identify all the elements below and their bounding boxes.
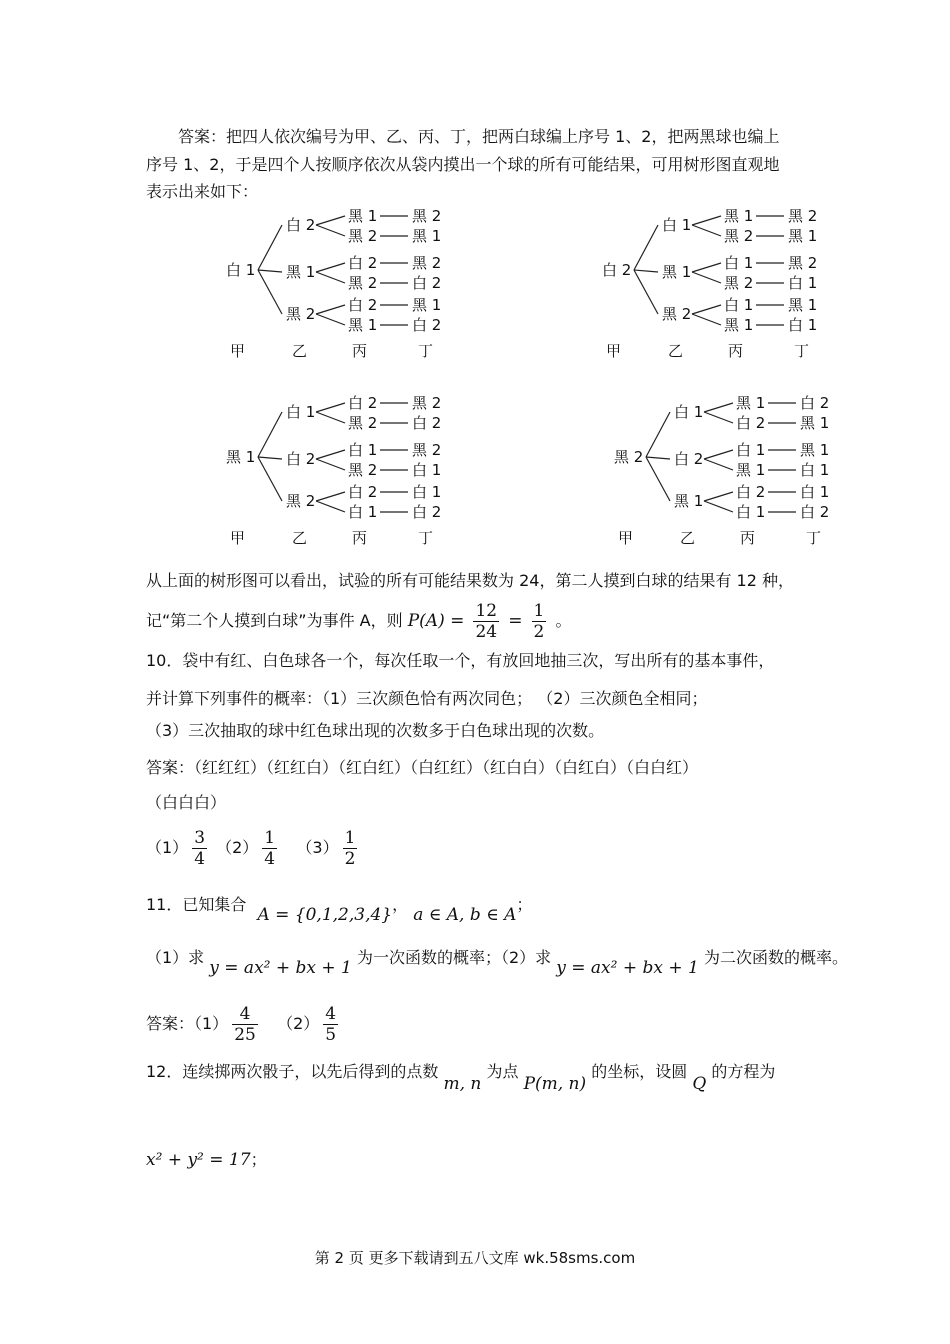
q11-answer-label: 答案：（1） — [146, 1014, 229, 1033]
frac-num: 4 — [325, 1004, 337, 1024]
conclusion-line2 — [146, 598, 571, 644]
tree-column-label: 甲 — [230, 342, 246, 360]
q12-mid2: 的坐标，设圆 — [591, 1062, 688, 1081]
tree-second-node: 黑 1 — [662, 263, 692, 281]
tree-third-node: 黑 1 — [736, 394, 766, 412]
tree-second-node: 白 1 — [662, 216, 692, 234]
tree-fourth-node: 白 2 — [412, 503, 442, 521]
tree-third-node: 黑 2 — [724, 274, 754, 292]
q10-ans2 — [262, 828, 277, 869]
set-a: A = {0,1,2,3,4} — [257, 905, 393, 925]
tree-column-label: 丁 — [806, 529, 822, 547]
tree-column-label: 甲 — [618, 529, 634, 547]
q10-answer2: （白白白） — [146, 793, 227, 812]
fraction-12-24 — [473, 601, 499, 642]
frac-den: 4 — [264, 849, 276, 869]
branch-line — [692, 314, 721, 325]
tree-fourth-node: 黑 2 — [788, 207, 818, 225]
fraction-1-2 — [532, 601, 547, 642]
tree-third-node: 白 1 — [724, 254, 754, 272]
tree-fourth-node: 黑 1 — [412, 227, 442, 245]
branch-line — [316, 450, 345, 459]
tree-third-node: 黑 2 — [348, 461, 378, 479]
frac-den: 5 — [325, 1025, 337, 1045]
page-footer: 第 2 页 更多下载请到五八文库 wk.58sms.com — [314, 1249, 636, 1267]
frac-num: 1 — [344, 828, 356, 848]
branch-line — [704, 450, 733, 459]
q10-answer: 答案：（红红红）（红红白）（红白红）（白红红）（红白白）（白红白）（白白红） — [146, 758, 699, 777]
tree-third-node: 黑 2 — [348, 274, 378, 292]
tree-diagram — [222, 392, 452, 562]
q11-semi: ； — [516, 895, 533, 914]
branch-line — [316, 272, 345, 283]
q10-line2: 并计算下列事件的概率：（1）三次颜色恰有两次同色； （2）三次颜色全相同； — [146, 689, 708, 708]
tree-third-node: 黑 1 — [348, 316, 378, 334]
branch-line — [704, 412, 733, 423]
q10-p3: （3） — [296, 838, 339, 857]
tree-root: 黑 2 — [614, 448, 644, 466]
tree-second-node: 白 1 — [674, 403, 704, 421]
q11-p2-label: （2） — [277, 1014, 320, 1033]
tree-third-node: 白 1 — [736, 441, 766, 459]
point-pmn: P(m, n) — [523, 1074, 587, 1094]
tree-diagram — [222, 205, 452, 375]
tree-third-node: 白 1 — [348, 441, 378, 459]
tree-column-label: 丁 — [418, 342, 434, 360]
branch-line — [258, 457, 282, 459]
tree-third-node: 白 2 — [736, 414, 766, 432]
tree-fourth-node: 白 2 — [412, 274, 442, 292]
q11-sep: ， — [392, 895, 409, 914]
tree-third-node: 白 1 — [724, 296, 754, 314]
event-pa: P(A) = — [407, 611, 465, 631]
tree-fourth-node: 白 2 — [800, 394, 830, 412]
frac-num: 1 — [264, 828, 276, 848]
answer-intro-line1: 答案：把四人依次编号为甲、乙、丙、丁，把两白球编上序号 1、2，把两黑球也编上 — [178, 127, 780, 146]
tree-third-node: 黑 2 — [348, 414, 378, 432]
tree-fourth-node: 黑 2 — [788, 254, 818, 272]
frac-den: 2 — [344, 849, 356, 869]
frac-num: 3 — [194, 828, 206, 848]
tree-third-node: 黑 1 — [348, 207, 378, 225]
tree-fourth-node: 黑 1 — [800, 414, 830, 432]
frac-num: 12 — [475, 601, 498, 621]
tree-second-node: 白 2 — [286, 216, 316, 234]
branch-line — [316, 314, 345, 325]
branch-line — [646, 412, 670, 457]
tree-second-node: 黑 2 — [286, 305, 316, 323]
tree-fourth-node: 黑 1 — [412, 296, 442, 314]
branch-line — [258, 270, 282, 314]
q10-p2: （2） — [216, 838, 259, 857]
branch-line — [258, 457, 282, 501]
tree-third-node: 黑 2 — [348, 227, 378, 245]
conclusion-line1: 从上面的树形图可以看出，试验的所有可能结果数为 24，第二人摸到白球的结果有 12 种， — [146, 571, 794, 590]
q12-semi: ； — [250, 1150, 267, 1169]
q10-ans3 — [343, 828, 358, 869]
tree-second-node: 黑 2 — [662, 305, 692, 323]
membership-condition: a ∈ A, b ∈ A — [413, 905, 517, 925]
tree-fourth-node: 黑 2 — [412, 441, 442, 459]
tree-second-node: 黑 1 — [674, 492, 704, 510]
answer-intro-line2: 序号 1、2，于是四个人按顺序依次从袋内摸出一个球的所有可能结果，可用树形图直观地 — [146, 155, 780, 174]
tree-third-node: 黑 1 — [736, 461, 766, 479]
branch-line — [704, 501, 733, 512]
branch-line — [646, 457, 670, 501]
tree-second-node: 黑 2 — [286, 492, 316, 510]
branch-line — [646, 457, 670, 459]
branch-line — [692, 305, 721, 314]
tree-fourth-node: 白 1 — [800, 461, 830, 479]
branch-line — [258, 225, 282, 270]
q11-line2 — [146, 948, 848, 978]
tree-root: 白 1 — [226, 261, 256, 279]
tree-fourth-node: 白 1 — [788, 274, 818, 292]
conclusion-text: 记“第二个人摸到白球”为事件 A，则 — [146, 611, 403, 630]
q11-ans1 — [232, 1004, 258, 1045]
tree-fourth-node: 黑 2 — [412, 207, 442, 225]
tree-column-label: 乙 — [668, 342, 684, 360]
frac-num: 4 — [232, 1004, 258, 1025]
tree-fourth-node: 白 2 — [412, 414, 442, 432]
tree-third-node: 黑 2 — [724, 227, 754, 245]
equals-sign: = — [508, 611, 523, 631]
branch-line — [316, 403, 345, 412]
tree-column-label: 丁 — [794, 342, 810, 360]
frac-den: 4 — [194, 849, 206, 869]
q11-p1: （1）求 — [146, 948, 205, 967]
tree-third-node: 白 2 — [348, 394, 378, 412]
tree-column-label: 丙 — [352, 529, 368, 547]
tree-second-node: 黑 1 — [286, 263, 316, 281]
q12-tail: 的方程为 — [711, 1062, 776, 1081]
tree-column-label: 丙 — [352, 342, 368, 360]
branch-line — [692, 272, 721, 283]
tree-third-node: 白 1 — [348, 503, 378, 521]
tree-column-label: 乙 — [292, 342, 308, 360]
tree-column-label: 甲 — [606, 342, 622, 360]
tree-fourth-node: 黑 2 — [412, 394, 442, 412]
circle-q: Q — [692, 1074, 707, 1094]
branch-line — [634, 270, 658, 314]
branch-line — [258, 270, 282, 272]
tree-third-node: 黑 1 — [724, 207, 754, 225]
q12-line1 — [146, 1062, 776, 1094]
tree-column-label: 丁 — [418, 529, 434, 547]
tree-fourth-node: 黑 1 — [788, 296, 818, 314]
branch-line — [704, 492, 733, 501]
frac-num: 1 — [533, 601, 545, 621]
q10-p1: （1） — [146, 838, 189, 857]
tree-third-node: 白 2 — [348, 254, 378, 272]
q12-mid: 为点 — [486, 1062, 519, 1081]
tree-column-label: 丙 — [740, 529, 756, 547]
branch-line — [316, 412, 345, 423]
branch-line — [692, 216, 721, 225]
q12-intro: 12．连续掷两次骰子，以先后得到的点数 — [146, 1062, 439, 1081]
branch-line — [316, 225, 345, 236]
frac-den: 2 — [533, 622, 545, 642]
mn-variables: m, n — [443, 1074, 482, 1094]
q10-results — [146, 826, 361, 870]
tree-third-node: 白 2 — [348, 483, 378, 501]
tree-fourth-node: 白 2 — [800, 503, 830, 521]
tree-fourth-node: 白 1 — [800, 483, 830, 501]
q11-p2-tail: 为二次函数的概率。 — [703, 948, 848, 967]
branch-line — [316, 501, 345, 512]
branch-line — [316, 492, 345, 501]
q12-line2 — [146, 1150, 267, 1170]
q11-answer — [146, 1002, 342, 1046]
tree-diagram — [610, 392, 840, 562]
tree-diagram — [598, 205, 828, 375]
branch-line — [634, 225, 658, 270]
tree-fourth-node: 黑 2 — [412, 254, 442, 272]
branch-line — [704, 459, 733, 470]
q11-intro: 11．已知集合 — [146, 895, 247, 914]
q11-line1 — [146, 895, 533, 925]
branch-line — [634, 270, 658, 272]
branch-line — [316, 216, 345, 225]
branch-line — [258, 412, 282, 457]
q10-line1: 10．袋中有红、白色球各一个，每次任取一个，有放回地抽三次，写出所有的基本事件， — [146, 651, 775, 670]
circle-equation: x² + y² = 17 — [146, 1150, 251, 1170]
tree-third-node: 黑 1 — [724, 316, 754, 334]
tree-fourth-node: 白 1 — [788, 316, 818, 334]
tree-column-label: 乙 — [292, 529, 308, 547]
tree-fourth-node: 白 2 — [412, 316, 442, 334]
tree-fourth-node: 黑 1 — [800, 441, 830, 459]
frac-den: 25 — [234, 1025, 256, 1045]
branch-line — [316, 305, 345, 314]
branch-line — [316, 263, 345, 272]
tree-fourth-node: 黑 1 — [788, 227, 818, 245]
tree-column-label: 丙 — [728, 342, 744, 360]
frac-den: 24 — [475, 622, 498, 642]
tree-second-node: 白 2 — [286, 450, 316, 468]
tree-column-label: 乙 — [680, 529, 696, 547]
tree-root: 黑 1 — [226, 448, 256, 466]
q10-line3: （3）三次抽取的球中红色球出现的次数多于白色球出现的次数。 — [146, 721, 605, 740]
tree-second-node: 白 1 — [286, 403, 316, 421]
tree-second-node: 白 2 — [674, 450, 704, 468]
branch-line — [704, 403, 733, 412]
tree-root: 白 2 — [602, 261, 632, 279]
tree-column-label: 甲 — [230, 529, 246, 547]
tree-third-node: 白 2 — [736, 483, 766, 501]
branch-line — [692, 225, 721, 236]
tree-third-node: 白 1 — [736, 503, 766, 521]
q11-ans2 — [323, 1004, 338, 1045]
tree-fourth-node: 白 1 — [412, 483, 442, 501]
tree-fourth-node: 白 1 — [412, 461, 442, 479]
quadratic-function-2: y = ax² + bx + 1 — [556, 958, 699, 978]
q11-p1-tail: 为一次函数的概率；（2）求 — [356, 948, 552, 967]
q10-ans1 — [192, 828, 207, 869]
period: 。 — [555, 611, 572, 630]
branch-line — [316, 459, 345, 470]
branch-line — [692, 263, 721, 272]
tree-third-node: 白 2 — [348, 296, 378, 314]
quadratic-function: y = ax² + bx + 1 — [209, 958, 352, 978]
answer-intro-line3: 表示出来如下： — [146, 182, 259, 201]
